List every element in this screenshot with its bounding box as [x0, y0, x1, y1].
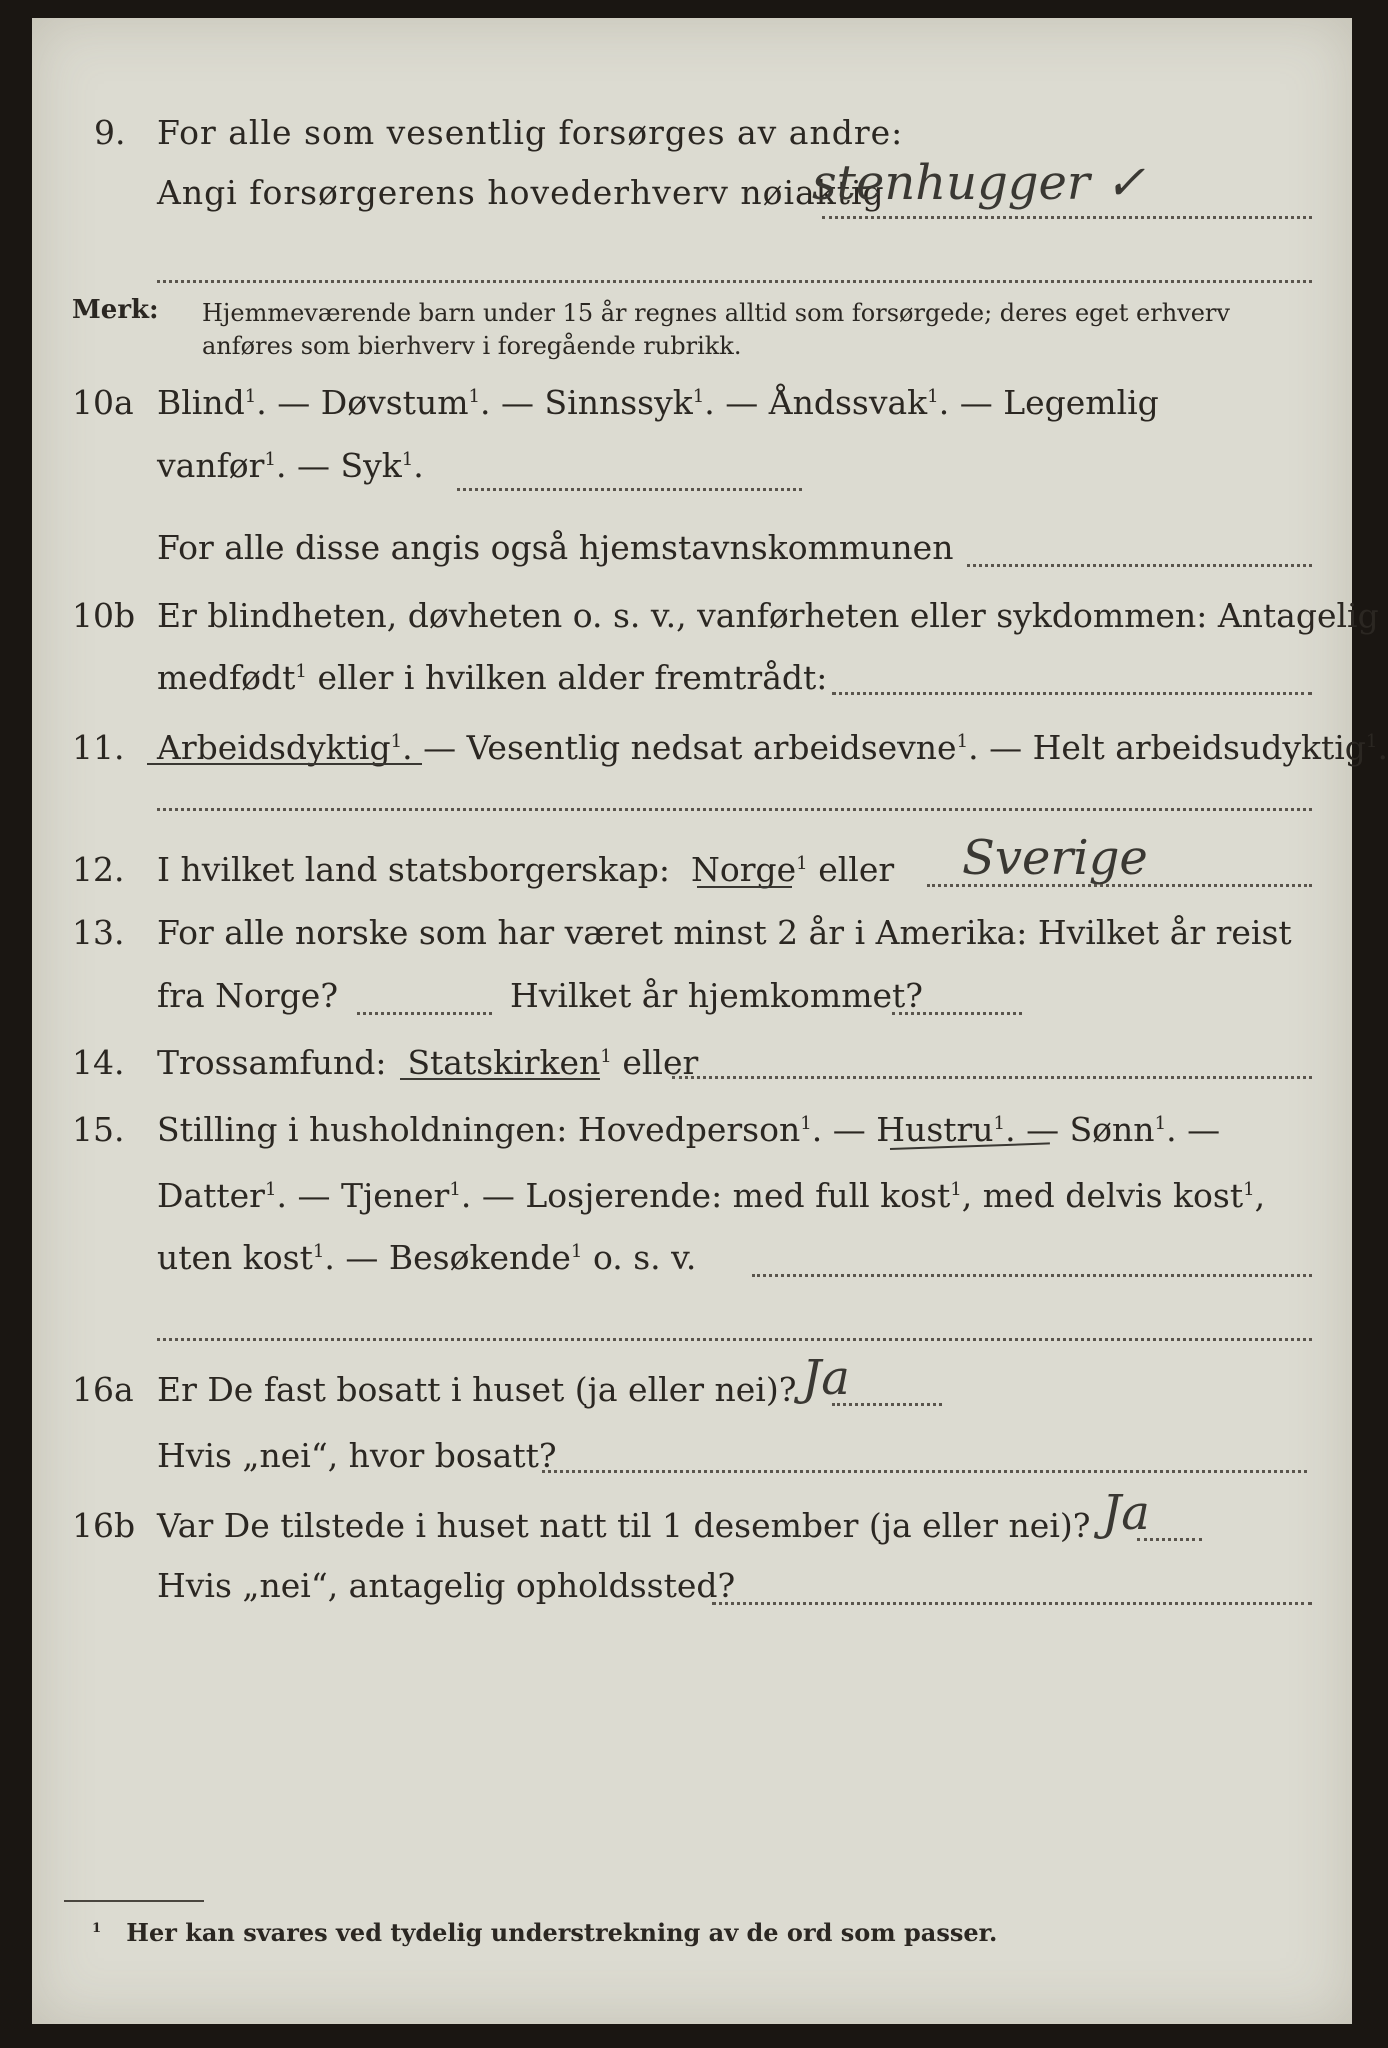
q13-hjemkommet-fill: [892, 1012, 1022, 1015]
footnote-ref: 1: [244, 386, 257, 407]
footnote-ref: 1: [956, 731, 969, 752]
q11-fill: [157, 808, 1312, 811]
q10b-number: 10b: [72, 596, 136, 635]
q10a-andssvak: Åndssvak: [768, 383, 928, 422]
dash: —: [1026, 1110, 1060, 1149]
q15-besokende: Besøkende: [388, 1238, 571, 1277]
footnote-rule: [64, 1900, 204, 1902]
q12-text: I hvilket land statsborgerskap:: [157, 850, 671, 889]
q16b-number: 16b: [72, 1506, 136, 1545]
q15-number: 15.: [72, 1110, 125, 1149]
q9-fill-line: [822, 216, 1312, 219]
merk-label: Merk:: [72, 295, 159, 325]
q15-hovedperson: Stilling i husholdningen: Hovedperson: [157, 1110, 801, 1149]
footnote-ref: 1: [390, 731, 403, 752]
q10a-number: 10a: [72, 383, 134, 422]
q9-handwritten-answer: stenhugger ✓: [812, 155, 1146, 211]
q10a-hjemstavn-fill: [967, 564, 1312, 567]
footnote-text: Her kan svares ved tydelig understrekning av de ord som passer.: [126, 1918, 998, 1947]
q11-underline-mark: [147, 763, 422, 765]
q11-nedsat: Vesentlig nedsat arbeidsevne: [466, 728, 957, 767]
dash: —: [481, 1176, 515, 1215]
q16b-fill: [1137, 1538, 1202, 1541]
q14-statskirken-underline: [400, 1078, 600, 1080]
q12-norge: Norge: [691, 850, 797, 889]
q9-line1: For alle som vesentlig forsørges av andre:: [157, 113, 904, 152]
q16a-fill: [832, 1403, 942, 1406]
q16b-line1: Var De tilstede i huset natt til 1 desember (ja eller nei)?: [157, 1506, 1091, 1545]
q16a-bosatt-fill: [542, 1470, 1307, 1473]
merk-line1: Hjemmeværende barn under 15 år regnes alltid som forsørgede; deres eget erhverv: [202, 299, 1230, 327]
footnote-ref: 1: [692, 386, 705, 407]
q15-full-kost: Losjerende: med full kost: [525, 1176, 951, 1215]
q12-fill: [927, 884, 1312, 887]
dash: —: [959, 383, 993, 422]
footnote-ref: 1: [468, 386, 481, 407]
q12-line: [157, 850, 894, 890]
footnote: [92, 1918, 997, 1948]
dash: —: [725, 383, 759, 422]
merk-line2: anføres som bierhverv i foregående rubrikk.: [202, 332, 742, 360]
q15-hustru: Hustru: [876, 1110, 994, 1149]
q12-number: 12.: [72, 850, 125, 889]
dash: —: [1187, 1110, 1221, 1149]
q13-line1: For alle norske som har været minst 2 år i Amerika: Hvilket år reist: [157, 913, 1292, 952]
q12-eller: eller: [818, 850, 895, 889]
q10a-line3: For alle disse angis også hjemstavnskommunen: [157, 528, 954, 567]
q15-tjener: Tjener: [341, 1176, 450, 1215]
q13-line2b: Hvilket år hjemkommet?: [510, 976, 923, 1015]
q10b-alder: eller i hvilken alder fremtrådt:: [317, 658, 828, 697]
dash: —: [501, 383, 535, 422]
footnote-ref: 1: [800, 1113, 812, 1134]
q15-line1: Stilling i husholdningen: Hovedperson$^1$. — Hustru$^1$. — Sønn$^1$. —: [157, 1110, 1221, 1149]
q15-fill: [752, 1274, 1312, 1277]
footnote-ref: 1: [570, 1241, 583, 1262]
q16a-line1: Er De fast bosatt i huset (ja eller nei)?: [157, 1370, 797, 1409]
q10a-legemlig: Legemlig: [1003, 383, 1159, 422]
dash: —: [423, 728, 457, 767]
q15-osv: o. s. v.: [592, 1238, 697, 1277]
q10a-syk: Syk: [340, 446, 402, 485]
footnote-ref: 1: [449, 1179, 461, 1200]
q14-eller: eller: [622, 1043, 699, 1082]
q16b-opholdssted-fill: [712, 1602, 1312, 1605]
q13-number: 13.: [72, 913, 125, 952]
q9-number: 9.: [94, 113, 126, 152]
q15-line2: Datter$^1$. — Tjener$^1$. — Losjerende: med full kost$^1$, med delvis kost$^1$,: [157, 1176, 1266, 1215]
footnote-ref: 1: [927, 386, 939, 407]
footnote-mark: 1: [92, 1921, 102, 1936]
q13-reist-fill: [357, 1012, 492, 1015]
dash: —: [832, 1110, 866, 1149]
dash: —: [296, 446, 330, 485]
q11-udyktig: Helt arbeidsudyktig: [1032, 728, 1366, 767]
q10b-fill: [832, 692, 1312, 695]
footnote-ref: 1: [1365, 731, 1378, 752]
q15-line3: uten kost$^1$. — Besøkende$^1$ o. s. v.: [157, 1238, 697, 1277]
q16a-number: 16a: [72, 1370, 134, 1409]
q12-norge-underline: [697, 886, 792, 888]
footnote-ref: 1: [295, 661, 307, 682]
q10b-line1: Er blindheten, døvheten o. s. v., vanførheten eller sykdommen: Antagelig: [157, 596, 1379, 635]
footnote-ref: 1: [950, 1179, 962, 1200]
footnote-ref: 1: [401, 449, 414, 470]
q14-line: [157, 1043, 698, 1083]
q16a-line2: Hvis „nei“, hvor bosatt?: [157, 1436, 557, 1475]
q10a-vanfor: vanfør: [157, 446, 265, 485]
footnote-ref: 1: [796, 853, 808, 874]
q16b-line2: Hvis „nei“, antagelig opholdssted?: [157, 1566, 736, 1605]
q10a-blind: Blind: [157, 383, 245, 422]
q10a-sinnssyk: Sinnssyk: [544, 383, 693, 422]
q10a-dovstum: Døvstum: [320, 383, 469, 422]
census-form-page: [32, 18, 1388, 2024]
q10a-line2: vanfør$^1$. — Syk$^1$.: [157, 446, 424, 485]
dash: —: [989, 728, 1023, 767]
q15-sonn: Sønn: [1069, 1110, 1155, 1149]
q11-line: Arbeidsdyktig$^1$. — Vesentlig nedsat arbeidsevne$^1$. — Helt arbeidsudyktig$^1$.: [157, 728, 1388, 767]
dash: —: [277, 383, 311, 422]
q10b-medfodt: medfødt: [157, 658, 296, 697]
footnote-ref: 1: [993, 1113, 1006, 1134]
dash: —: [345, 1238, 379, 1277]
q15-uten-kost: uten kost: [157, 1238, 313, 1277]
q15-fill-2: [157, 1338, 1312, 1341]
q9-fill-line-2: [157, 280, 1312, 283]
dash: —: [297, 1176, 331, 1215]
footnote-ref: 1: [600, 1046, 612, 1067]
q14-number: 14.: [72, 1043, 125, 1082]
footnote-ref: 1: [312, 1241, 325, 1262]
q16b-handwritten-answer: Ja: [1102, 1485, 1150, 1541]
footnote-ref: 1: [1243, 1179, 1255, 1200]
q10a-syk-fill: [457, 488, 802, 491]
q14-fill: [672, 1076, 1312, 1079]
q14-text: Trossamfund:: [157, 1043, 387, 1082]
q10a-line1: Blind$^1$. — Døvstum$^1$. — Sinnssyk$^1$. — Åndssvak$^1$. — Legemlig: [157, 383, 1159, 422]
q14-statskirken: Statskirken: [407, 1043, 601, 1082]
q11-number: 11.: [72, 728, 125, 767]
q13-line2a: fra Norge?: [157, 976, 339, 1015]
q16a-handwritten-answer: Ja: [802, 1350, 850, 1406]
q10b-line2: [157, 658, 827, 698]
footnote-ref: 1: [1154, 1113, 1167, 1134]
q15-datter: Datter: [157, 1176, 265, 1215]
q11-arbeidsdyktig: Arbeidsdyktig: [157, 728, 391, 767]
footnote-ref: 1: [264, 1179, 277, 1200]
q12-handwritten-answer: Sverige: [962, 830, 1148, 886]
q15-delvis-kost: med delvis kost: [982, 1176, 1244, 1215]
footnote-ref: 1: [264, 449, 276, 470]
q9-line2: Angi forsørgerens hovederhverv nøiaktig: [157, 173, 885, 212]
